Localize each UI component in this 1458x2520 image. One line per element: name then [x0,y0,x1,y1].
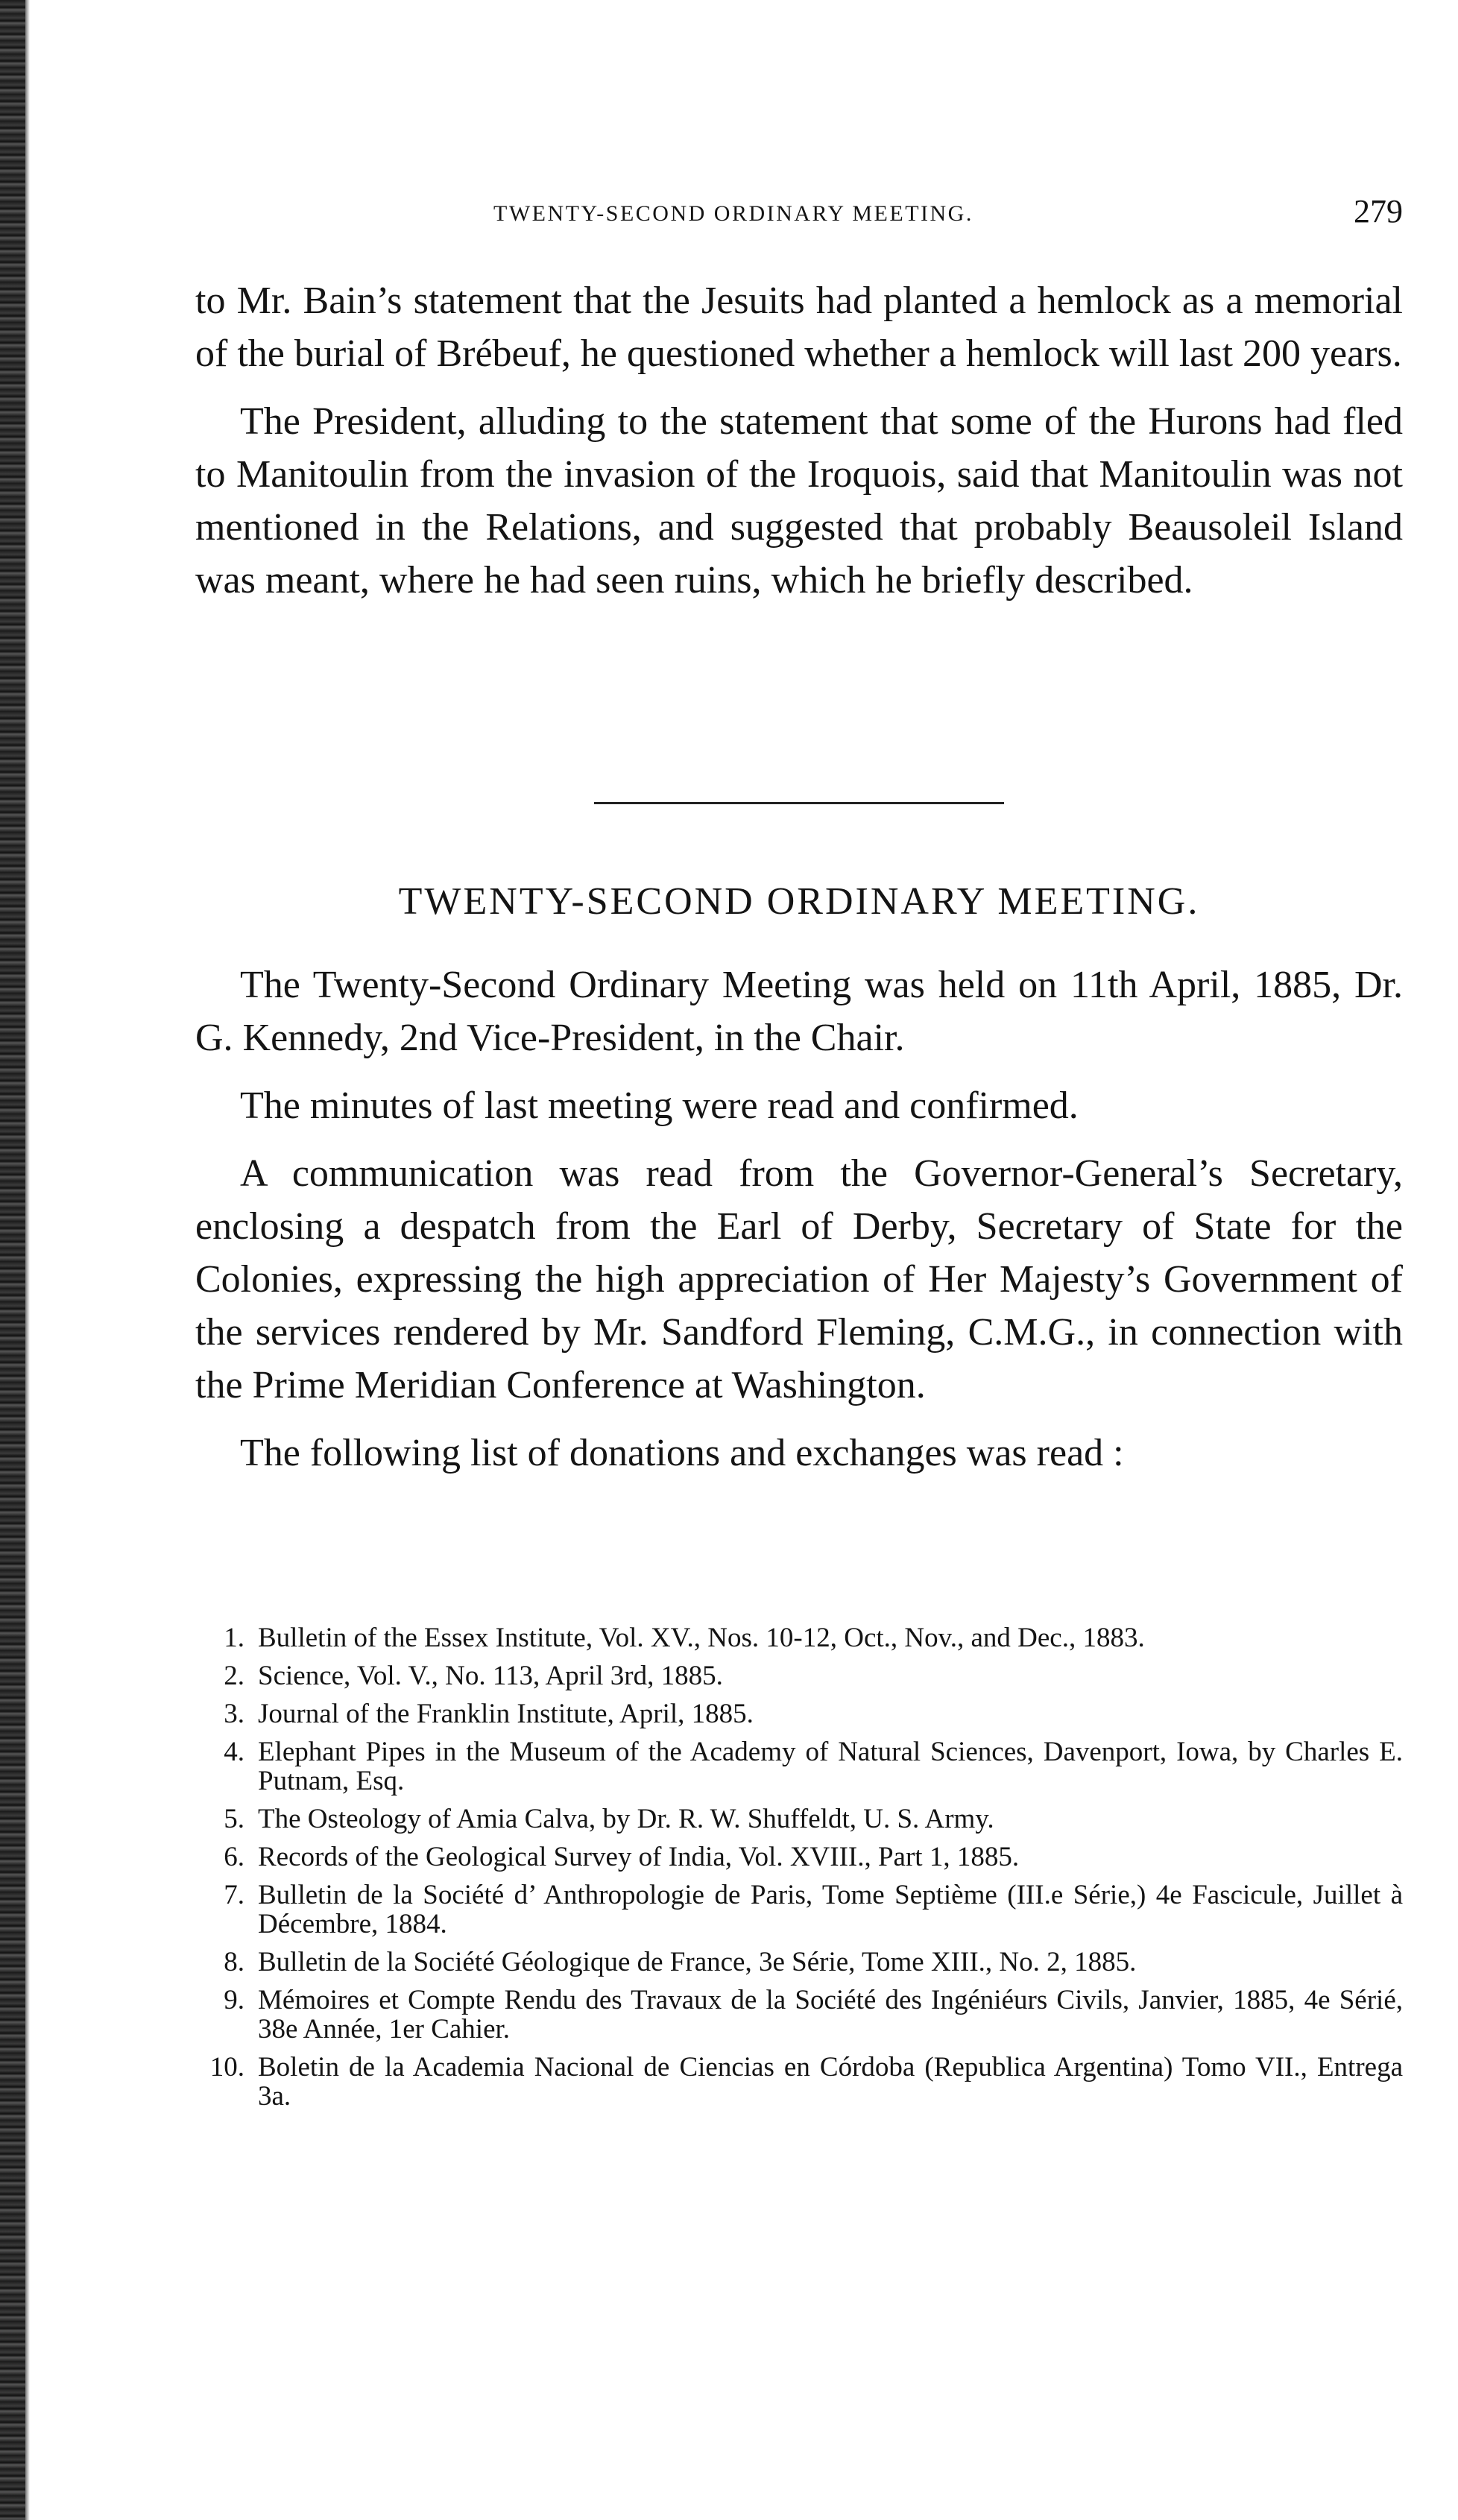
donation-item [195,1948,1403,1977]
section-divider [594,802,1004,804]
minutes-paragraph: The minutes of last meeting were read and confirmed. [240,1084,1079,1127]
donation-item [195,1661,1403,1690]
donation-number: 7. [224,1880,244,1910]
donation-text: Records of the Geological Survey of India, Vol. XVIII., Part 1, 1885. [258,1842,1020,1872]
running-head [195,192,1403,237]
donations-list [195,1623,1403,2120]
continuation-text [195,274,1403,622]
donation-text: The Osteology of Amia Calva, by Dr. R. W. Shuffeldt, U. S. Army. [258,1804,994,1834]
donation-number: 4. [224,1737,244,1767]
donation-text: Journal of the Franklin Institute, April, 1885. [258,1699,754,1729]
president-paragraph: The President, alluding to the statement that some of the Hurons had fled to Manitoulin from the invasion of the Iroquois, said that Manitoulin was not mentioned in the Relations, and suggested that probably Beausoleil Island was meant, where he had seen ruins, which he briefly described. [195,400,1403,601]
page-number: 279 [1354,193,1403,230]
section-text [195,959,1403,1494]
donations-intro-paragraph: The following list of donations and exchanges was read : [240,1432,1124,1474]
running-title: TWENTY-SECOND ORDINARY MEETING. [493,201,973,226]
donation-number: 6. [224,1842,244,1872]
donation-item [195,1842,1403,1872]
donation-item [195,1623,1403,1652]
donation-item [195,1699,1403,1728]
donation-number: 2. [224,1661,244,1691]
donation-text: Mémoires et Compte Rendu des Travaux de la Société des Ingéniéurs Civils, Janvier, 1885, 4e Sérié, 38e Année, 1er Cahier. [258,1985,1403,2044]
donation-text: Elephant Pipes in the Museum of the Academy of Natural Sciences, Davenport, Iowa, by Charles E. Putnam, Esq. [258,1737,1403,1796]
donation-text: Science, Vol. V., No. 113, April 3rd, 1885. [258,1661,723,1691]
book-spine-shadow [0,0,25,2520]
donation-number: 3. [224,1699,244,1729]
donation-number: 5. [224,1804,244,1834]
donation-text: Bulletin de la Société d’ Anthropologie de Paris, Tome Septième (III.e Série,) 4e Fascicule, Juillet à Décembre, 1884. [258,1880,1403,1939]
donation-item [195,1880,1403,1939]
donation-text: Bulletin de la Société Géologique de France, 3e Série, Tome XIII., No. 2, 1885. [258,1947,1137,1977]
gutter-edge [25,0,30,2520]
donation-number: 9. [224,1985,244,2015]
continuation-paragraph: to Mr. Bain’s statement that the Jesuits had planted a hemlock as a memorial of the burial of Brébeuf, he questioned whether a hemlock will last 200 years. [195,280,1403,375]
meeting-paragraph: The Twenty-Second Ordinary Meeting was held on 11th April, 1885, Dr. G. Kennedy, 2nd Vice-President, in the Chair. [195,964,1403,1059]
donation-item [195,1737,1403,1796]
donation-item [195,1804,1403,1834]
section-title: TWENTY-SECOND ORDINARY MEETING. [398,880,1200,923]
donation-text: Boletin de la Academia Nacional de Ciencias en Córdoba (Republica Argentina) Tomo VII., Entrega 3a. [258,2052,1403,2112]
donation-number: 1. [224,1623,244,1653]
donation-text: Bulletin of the Essex Institute, Vol. XV., Nos. 10-12, Oct., Nov., and Dec., 1883. [258,1623,1145,1653]
donation-number: 10. [209,2052,244,2082]
donation-item [195,1986,1403,2044]
donation-number: 8. [224,1947,244,1977]
communication-paragraph: A communication was read from the Governor-General’s Secretary, enclosing a despatch from the Earl of Derby, Secretary of State for the Colonies, expressing the high appreciation of Her Majesty’s Government of the services rendered by Mr. Sandford Fleming, C.M.G., in connection with the Prime Meridian Conference at Washington. [195,1152,1403,1406]
donation-item [195,2053,1403,2111]
